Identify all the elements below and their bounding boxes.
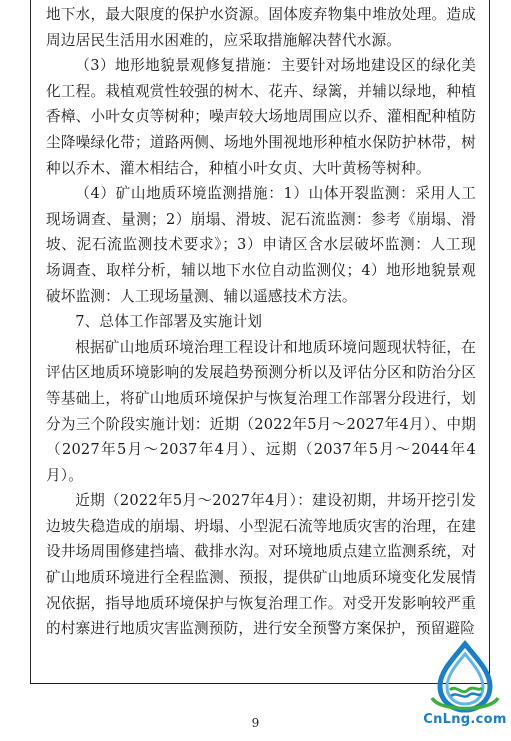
watermark-logo	[420, 640, 510, 738]
document-body	[46, 2, 476, 642]
section-heading-deployment-plan: 7、总体工作部署及实施计划	[75, 313, 263, 331]
page-number: 9	[251, 716, 260, 730]
paragraph-groundwater: 地下水，最大限度的保护水资源。固体废弃物集中堆放处理。造成周边居民生活用水困难的，应采取措施解决替代水源。	[46, 6, 476, 49]
paragraph-near-term: 近期（2022年5月～2027年4月）：建设初期，井场开挖引发边坡失稳造成的崩塌、坍塌、小型泥石流等地质灾害的治理，在建设井场周围修建挡墙、截排水沟。对环境地质点建立监测系统，对矿山地质环境进行全程监测、预报，提供矿山地质环境变化发展情况依据，指导地质环境保护与恢复治理工作。对受开发影响较严重的村寨进行地质灾害监测预防，进行安全预警方案保护，预留避险	[46, 492, 476, 638]
paragraph-phase-plan: 根据矿山地质环境治理工程设计和地质环境问题现状特征，在评估区地质环境影响的发展趋势预测分析以及评估分区和防治分区等基础上，将矿山地质环境保护与恢复治理工作部署分段进行，划分为三个阶段实施计划：近期（2022年5月～2027年4月）、中期（2027年5月～2037年4月）、远期（2037年5月～2044年4月）。	[46, 338, 476, 484]
paragraph-environment-monitoring: （4）矿山地质环境监测措施：1）山体开裂监测：采用人工现场调查、量测；2）崩塌、滑坡、泥石流监测：参考《崩塌、滑坡、泥石流监测技术要求》；3）申请区含水层破坏监测：人工现场调查、取样分析，辅以地下水位自动监测仪；4）地形地貌景观破坏监测：人工现场量测、辅以遥感技术方法。	[46, 185, 476, 305]
watermark-text: CnLng.com	[423, 712, 507, 727]
paragraph-landscape-restoration: （3）地形地貌景观修复措施：主要针对场地建设区的绿化美化工程。栽植观赏性较强的树木、花卉、绿篱，并辅以绿地，种植香樟、小叶女贞等树种；噪声较大场地周围应以乔、灌相配种植防尘降噪绿化带；道路两侧、场地外围视地形种植水保防护林带，树种以乔木、灌木相结合，种植小叶女贞、大叶黄杨等树种。	[46, 57, 476, 177]
water-drop-logo-icon	[420, 640, 510, 716]
